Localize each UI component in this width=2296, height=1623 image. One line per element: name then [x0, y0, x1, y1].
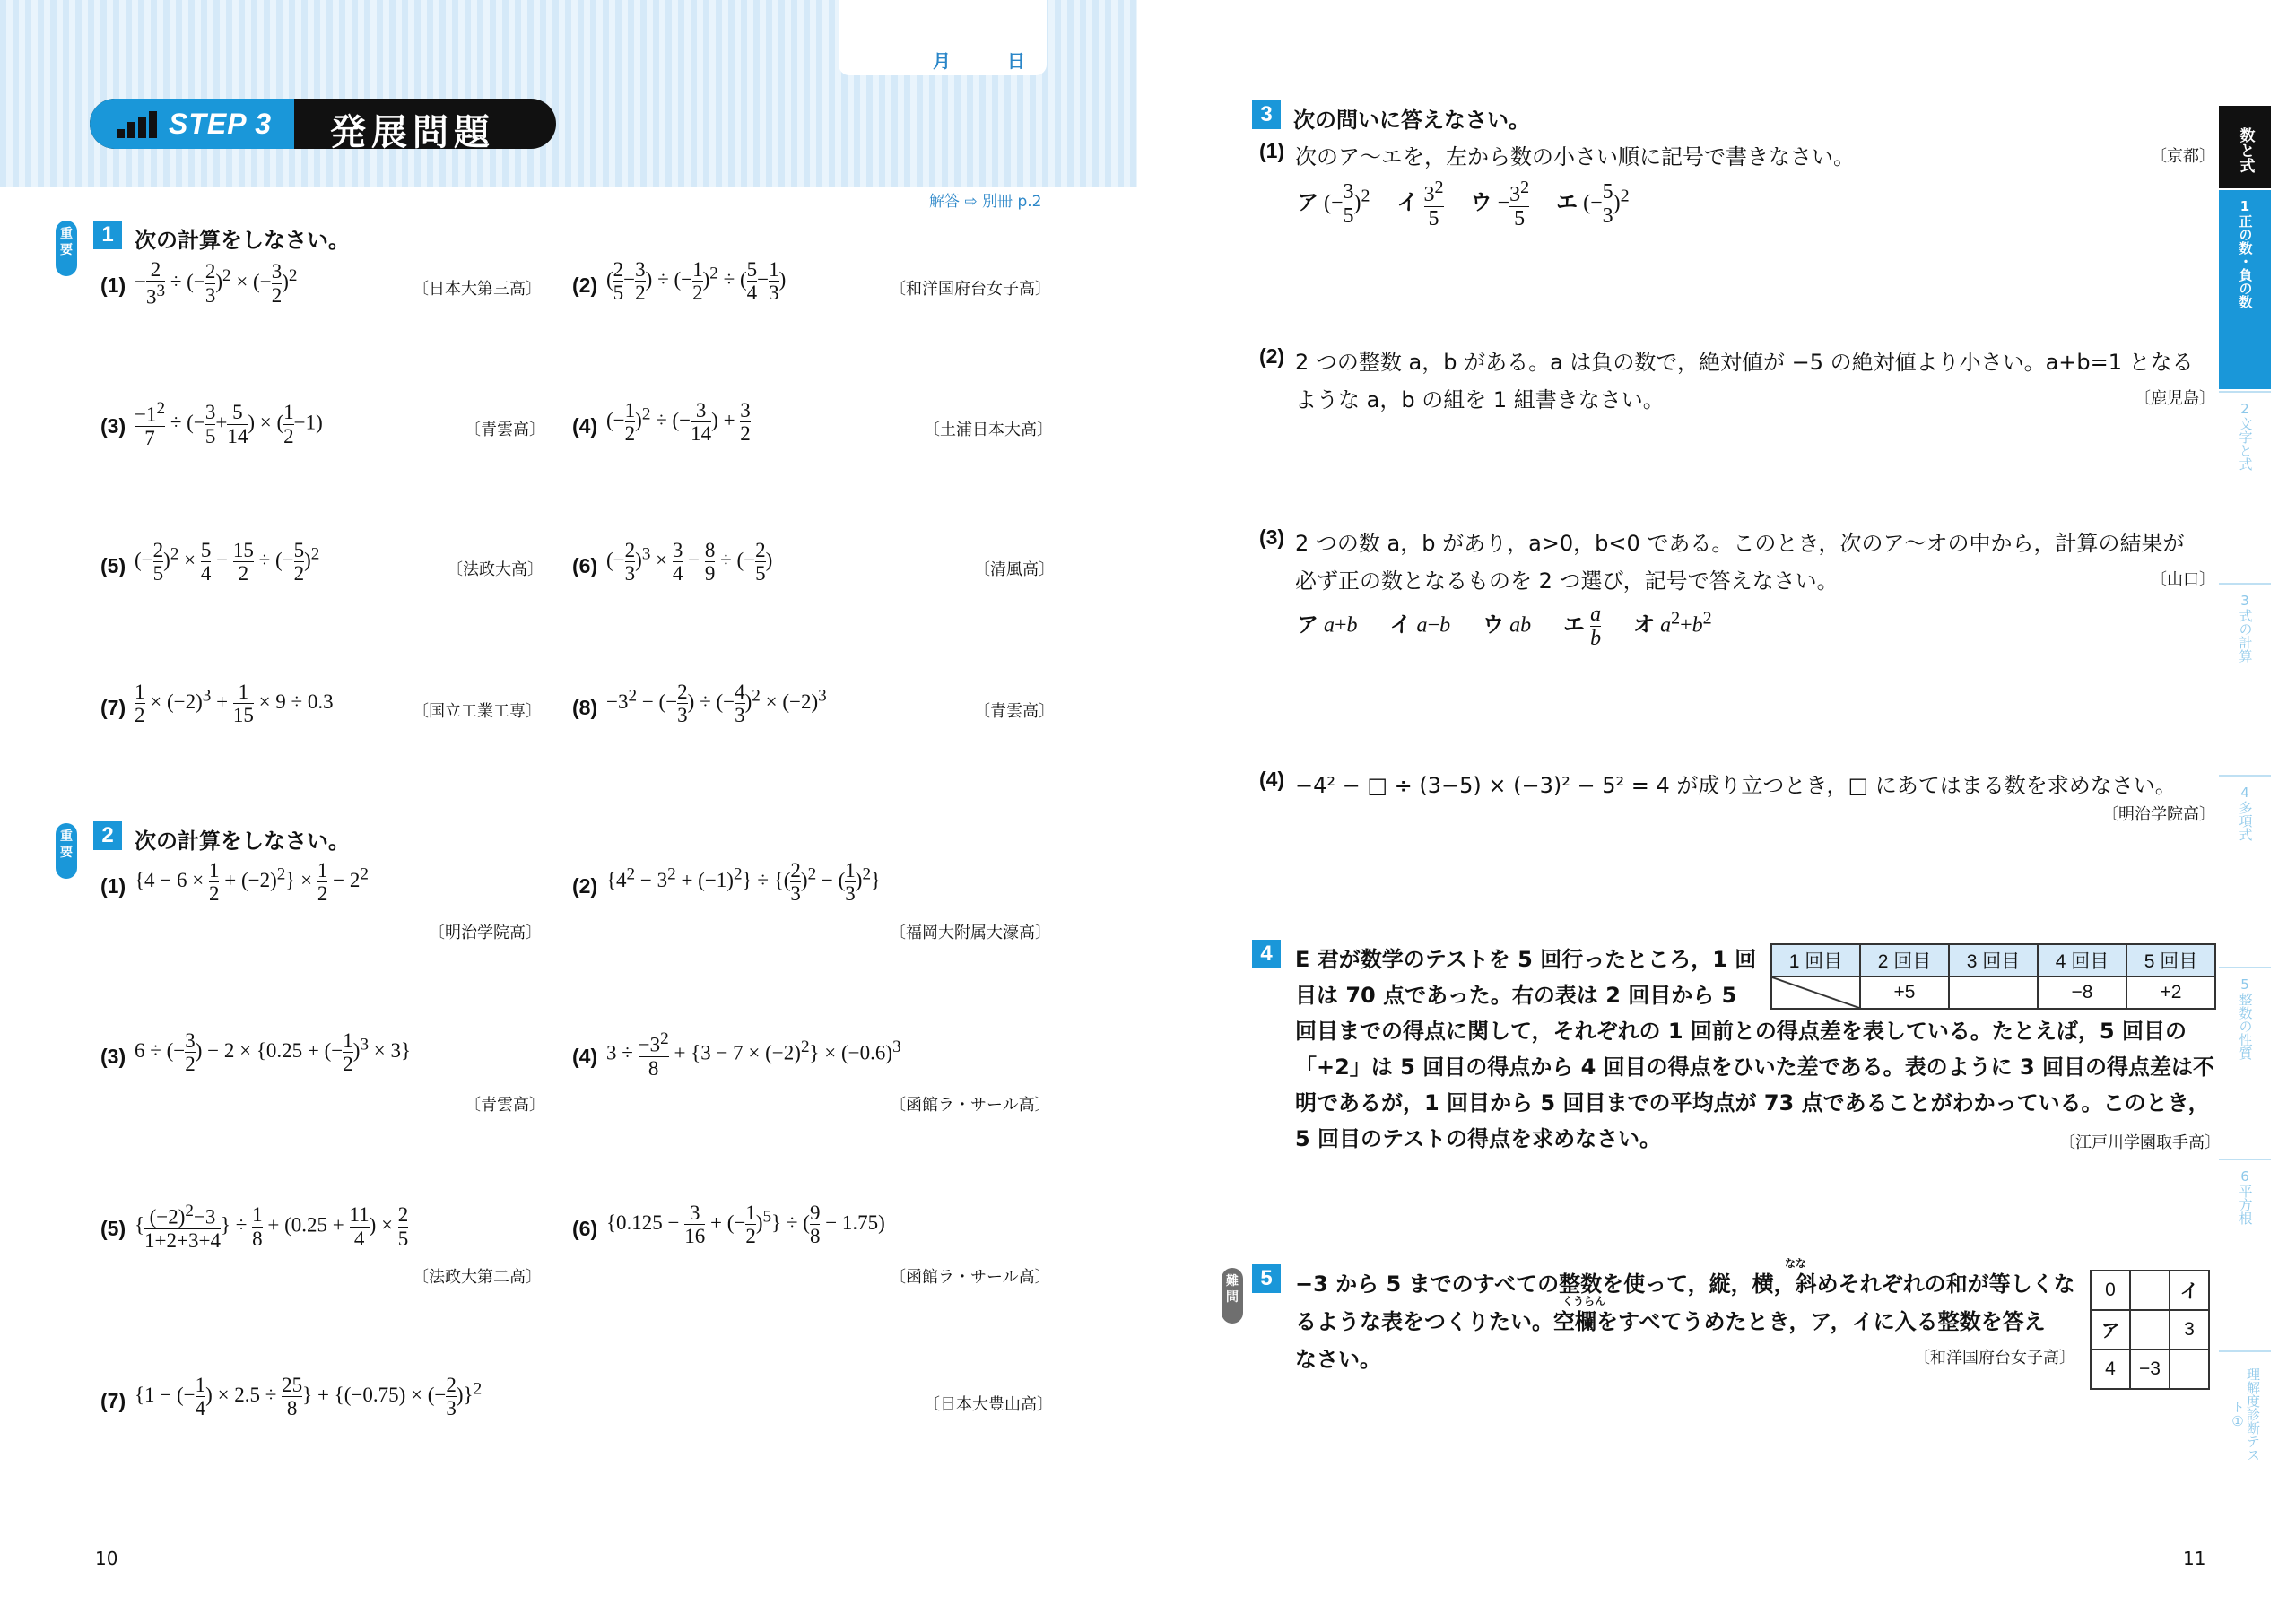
problem-expression: (− $\frac{2}{3}$ )$^3$ × $\frac{3}{4}$ − $\frac{8}{9}$ ÷ (− $\frac{2}{5}$ ): [606, 539, 773, 586]
question-text-line: 回目までの得点に関して，それぞれの 1 回前との得点差を表している。たとえば，5 回目の: [1295, 1019, 2187, 1044]
problem-label: (4): [1259, 768, 1285, 791]
sidebar-label: 式の計算: [2237, 609, 2254, 663]
question-text: 次の計算をしなさい。: [135, 228, 350, 253]
problem-label: (1): [100, 273, 126, 297]
sidebar-label: 理解度診断テスト①: [2230, 1367, 2261, 1462]
school-name: 〔函館ラ・サール高〕: [890, 1096, 1051, 1115]
school-name: 〔国立工業工専〕: [413, 702, 542, 721]
school-name: 〔清風高〕: [974, 560, 1055, 579]
problem-label: (4): [572, 1045, 598, 1068]
school-name: 〔函館ラ・サール高〕: [890, 1268, 1051, 1287]
ruby-annotation: なな: [1785, 1257, 1807, 1270]
sidebar-item[interactable]: [2219, 1159, 2271, 1349]
question-text-line: E 君が数学のテストを 5 回行ったところ，1 回: [1295, 947, 1757, 972]
question-text-line: 「+2」は 5 回目の得点から 4 回目の得点をひいた差である。表のように 3 回目の得点差は不: [1295, 1055, 2215, 1080]
school-name: 〔明治学院高〕: [2102, 805, 2215, 824]
question-text-line: 5 回目のテストの得点を求めなさい。: [1295, 1126, 1662, 1151]
sidebar-chapter-tab[interactable]: [2219, 106, 2271, 188]
school-name: 〔青雲高〕: [465, 1096, 545, 1115]
section-title: 発展問題: [330, 112, 495, 149]
sidebar-num: 5: [2240, 976, 2249, 993]
problem-label: (2): [572, 874, 598, 898]
sidebar-item[interactable]: [2219, 583, 2271, 773]
question-text: 次の問いに答えなさい。: [1293, 108, 1530, 133]
step-bars-icon: [117, 111, 161, 138]
sidebar-item[interactable]: [2219, 391, 2271, 581]
grid-cell: [2130, 1310, 2170, 1350]
problem-text: 次のア～エを，左から数の小さい順に記号で書きなさい。: [1295, 144, 1855, 169]
problem-text: 2 つの整数 a，b がある。a は負の数で，絶対値が −5 の絶対値より小さい。a+b=1 となる: [1295, 350, 2194, 375]
grid-cell: イ: [2170, 1271, 2209, 1310]
sidebar-item-active[interactable]: [2219, 190, 2271, 389]
school-name: 〔明治学院高〕: [429, 924, 542, 942]
problem-text: ような a，b の組を 1 組書きなさい。: [1295, 387, 1665, 412]
date-day-label: 日: [1007, 50, 1025, 72]
problem-label: (6): [572, 554, 598, 577]
sidebar-num: 4: [2240, 785, 2249, 801]
problem-label: (6): [572, 1217, 598, 1240]
problem-expression: − $\frac{2}{3^3}$ ÷ (− $\frac{2}{3}$ )$^2$ × (− $\frac{3}{2}$ )$^2$: [135, 258, 298, 308]
option-list: ア (− $\frac{3}{5}$ )$^2$ イ $\frac{3^2}{5}$ ウ − $\frac{3^2}{5}$ エ (− $\frac{5}{3}$ )$^2$: [1297, 178, 1630, 231]
grid-cell: 0: [2091, 1271, 2130, 1310]
problem-expression: {4 − 6 × $\frac{1}{2}$ + $(-2)^2$} × $\frac{1}{2}$ − $2^2$: [135, 859, 369, 906]
sidebar-num: 3: [2240, 593, 2249, 609]
grid-cell: ア: [2091, 1310, 2130, 1350]
sidebar-label: 整数の性質: [2237, 993, 2254, 1060]
problem-expression: (− $\frac{1}{2}$ )$^2$ ÷ (− $\frac{3}{14}$ ) + $\frac{3}{2}$: [606, 399, 751, 446]
question-text: 次の計算をしなさい。: [135, 829, 350, 854]
school-name: 〔京都〕: [2151, 147, 2215, 166]
problem-label: (2): [1259, 344, 1285, 368]
problem-label: (3): [100, 414, 126, 438]
problem-label: (7): [100, 696, 126, 719]
question-number: 3: [1252, 100, 1281, 129]
date-month-label: 月: [933, 50, 951, 72]
table-header: 2 回目: [1860, 944, 1949, 976]
table-cell: +5: [1860, 976, 1949, 1009]
problem-expression: 3 ÷ $\frac{-3^2}{8}$ + $\{3 - 7 \times (-2)^2\} \times (-0.6)^3$: [606, 1029, 901, 1080]
table-cell: +2: [2126, 976, 2215, 1009]
table-header: 4 回目: [2038, 944, 2126, 976]
question-text-line: るような表をつくりたい。空欄をすべてうめたとき，ア，イに入る整数を答え: [1295, 1309, 2046, 1334]
question-text-line: −3 から 5 までのすべての整数を使って，縦，横，斜めそれぞれの和が等しくな: [1295, 1271, 2075, 1297]
school-name: 〔青雲高〕: [465, 421, 545, 439]
school-name: 〔鹿児島〕: [2135, 389, 2215, 408]
grid-cell: [2130, 1271, 2170, 1310]
sidebar-num: 1: [2239, 198, 2250, 214]
page-number-right: 11: [2183, 1548, 2206, 1569]
important-tag: 重要: [56, 823, 77, 879]
question-number: 1: [93, 221, 122, 249]
table-cell: −8: [2038, 976, 2126, 1009]
school-name: 〔日本大第三高〕: [413, 280, 542, 299]
sidebar-label: 平方根: [2237, 1185, 2254, 1225]
step-badge: [90, 99, 556, 149]
problem-expression: $\{4^2 - 3^2 + (-1)^2\}$ ÷ {( $\frac{2}{3}$ )$^2$ − ( $\frac{1}{3}$ )$^2$}: [606, 859, 882, 906]
table-cell: [1949, 976, 2038, 1009]
problem-expression: $\frac{-1^2}{7}$ ÷ (− $\frac{3}{5}$ + $\frac{5}{14}$ ) × ( $\frac{1}{2}$ −1): [135, 399, 323, 449]
problem-expression: {1 − (− $\frac{1}{4}$ ) × 2.5 ÷ $\frac{25}{8}$ } + {(−0.75) × (− $\frac{2}{3}$ )}$^2$: [135, 1374, 483, 1420]
table-cell-diagonal: [1771, 976, 1860, 1009]
problem-label: (3): [100, 1045, 126, 1068]
problem-label: (7): [100, 1389, 126, 1412]
sidebar-item[interactable]: [2219, 967, 2271, 1157]
grid-cell: [2170, 1350, 2209, 1389]
important-tag: 重要: [56, 221, 77, 276]
grid-cell: 4: [2091, 1350, 2130, 1389]
problem-expression: (− $\frac{2}{5}$ )$^2$ × $\frac{5}{4}$ − $\frac{15}{2}$ ÷ (− $\frac{5}{2}$ )$^2$: [135, 539, 320, 586]
school-name: 〔法政大高〕: [447, 560, 544, 579]
problem-expression: ( $\frac{2}{5}$ − $\frac{3}{2}$ ) ÷ (− $\frac{1}{2}$ )$^2$ ÷ ( $\frac{5}{4}$ − $\frac{1}{3}$ ): [606, 258, 787, 305]
question-number: 2: [93, 821, 122, 850]
question-text-line: 目は 70 点であった。右の表は 2 回目から 5: [1295, 983, 1737, 1008]
school-name: 〔法政大第二高〕: [413, 1268, 542, 1287]
problem-label: (1): [1259, 139, 1285, 162]
problem-label: (1): [100, 874, 126, 898]
problem-expression: { $\frac{(-2)^2-3}{1+2+3+4}$ } ÷ $\frac{1}{8}$ + (0.25 + $\frac{11}{4}$ ) × $\frac{2}{5}$: [135, 1202, 409, 1252]
problem-expression: {0.125 − $\frac{3}{16}$ + (− $\frac{1}{2}$ )$^5$} ÷ ( $\frac{9}{8}$ − 1.75): [606, 1202, 885, 1248]
problem-label: (8): [572, 696, 598, 719]
sidebar-item[interactable]: [2219, 775, 2271, 965]
step-label: STEP 3: [169, 108, 273, 140]
sidebar-num: 2: [2240, 401, 2249, 417]
school-name: 〔青雲高〕: [974, 702, 1055, 721]
sidebar-label: 多項式: [2237, 801, 2254, 841]
table-header: 1 回目: [1771, 944, 1860, 976]
problem-text: −4² − □ ÷ (3−5) × (−3)² − 5² = 4 が成り立つとき，□ にあてはまる数を求めなさい。: [1295, 773, 2177, 798]
magic-square-grid: [2090, 1270, 2210, 1390]
problem-expression: $\frac{1}{2}$ × $(-2)^3$ + $\frac{1}{15}$ × 9 ÷ 0.3: [135, 681, 334, 727]
answer-reference: 解答 ⇨ 別冊 p.2: [929, 193, 1042, 211]
problem-label: (5): [100, 1217, 126, 1240]
difficult-tag: 難問: [1222, 1268, 1243, 1324]
question-text-line: 明であるが，1 回目から 5 回目までの平均点が 73 点であることがわかっている。このとき，: [1295, 1090, 2210, 1115]
question-text-line: なさい。: [1295, 1347, 1381, 1372]
page-number-left: 10: [95, 1548, 118, 1569]
school-name: 〔山口〕: [2151, 570, 2215, 589]
problem-label: (2): [572, 273, 598, 297]
problem-expression: $-3^2$ − (− $\frac{2}{3}$ ) ÷ (− $\frac{4}{3}$ )$^2 \times (-2)^3$: [606, 681, 827, 727]
sidebar-label: 正の数・負の数: [2237, 214, 2254, 308]
sidebar-item[interactable]: [2219, 1350, 2271, 1467]
school-name: 〔福岡大附属大濠高〕: [890, 924, 1051, 942]
problem-label: (4): [572, 414, 598, 438]
school-name: 〔土浦日本大高〕: [924, 421, 1053, 439]
problem-text: 必ず正の数となるものを 2 つ選び，記号で答えなさい。: [1295, 568, 1839, 594]
sidebar-num: 6: [2240, 1168, 2249, 1185]
school-name: 〔和洋国府台女子高〕: [890, 280, 1051, 299]
sidebar-label: 数と式: [2236, 127, 2255, 173]
score-difference-table: [1770, 943, 2216, 1010]
problem-label: (3): [1259, 525, 1285, 549]
option-list: ア a+b イ a−b ウ ab エ $\frac{a}{b}$ オ $a^2+b^2$: [1297, 603, 1712, 651]
grid-cell: 3: [2170, 1310, 2209, 1350]
problem-expression: 6 ÷ (− $\frac{3}{2}$ ) − 2 × {0.25 + (− $\frac{1}{2}$ )$^3$ × 3}: [135, 1029, 412, 1076]
school-name: 〔和洋国府台女子高〕: [1914, 1349, 2075, 1367]
problem-text: 2 つの数 a，b があり，a>0，b<0 である。このとき，次のア～オの中から，計算の結果が: [1295, 531, 2185, 556]
ruby-annotation: くうらん: [1562, 1295, 1606, 1307]
table-header: 3 回目: [1949, 944, 2038, 976]
question-number: 4: [1252, 940, 1281, 968]
grid-cell: −3: [2130, 1350, 2170, 1389]
problem-label: (5): [100, 554, 126, 577]
date-box: [839, 0, 1047, 75]
question-number: 5: [1252, 1264, 1281, 1293]
table-header: 5 回目: [2126, 944, 2215, 976]
sidebar-label: 文字と式: [2237, 417, 2254, 471]
school-name: 〔江戸川学園取手高〕: [2059, 1133, 2221, 1152]
school-name: 〔日本大豊山高〕: [924, 1395, 1053, 1414]
